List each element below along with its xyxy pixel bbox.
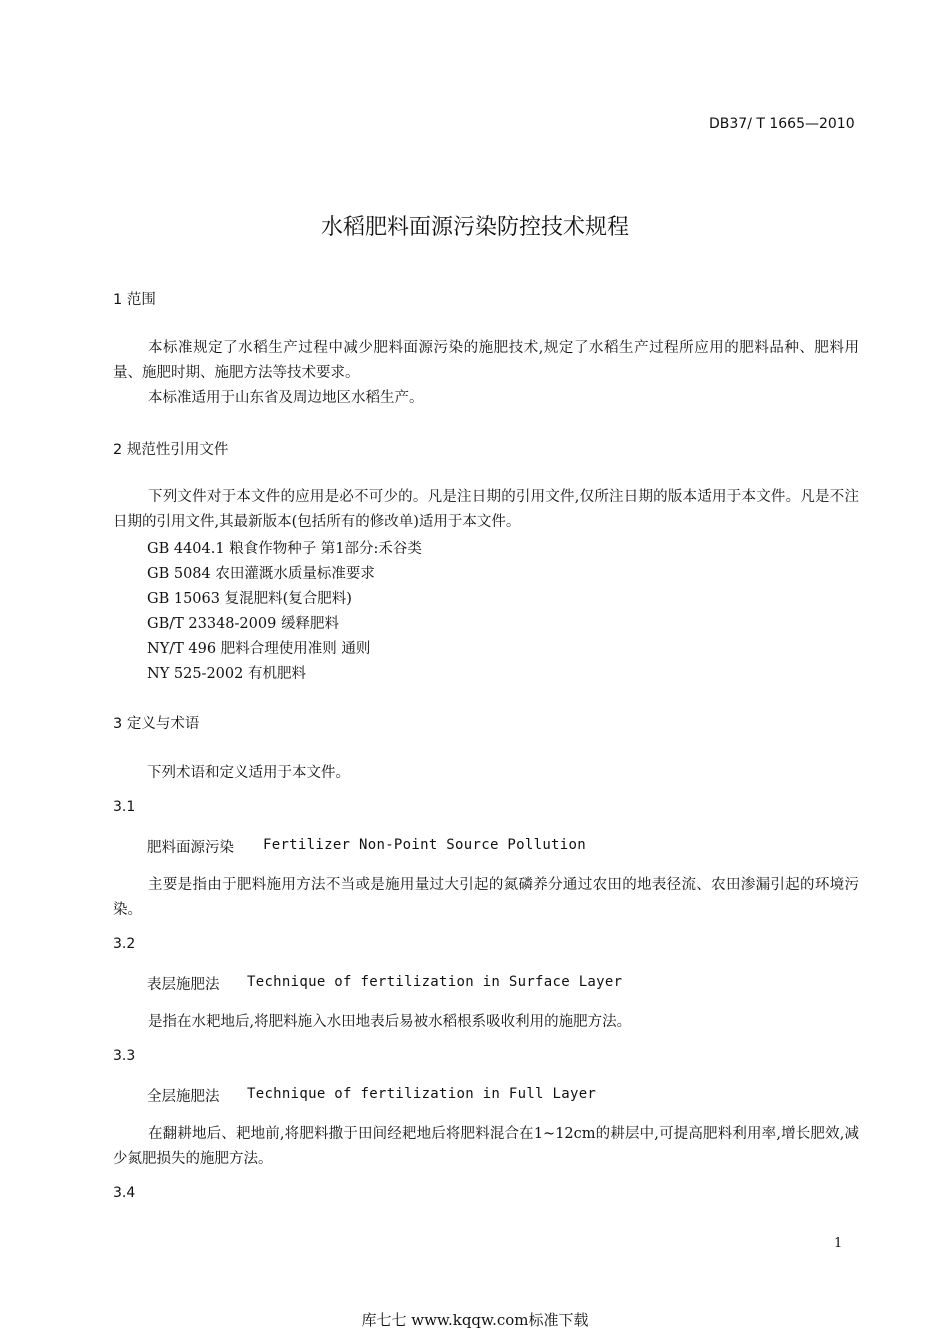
term-number: 3.4 — [113, 1185, 136, 1201]
definitions-intro: 下列术语和定义适用于本文件。 — [147, 765, 350, 781]
reference-item: GB 15063 复混肥料(复合肥料) — [147, 591, 352, 607]
reference-item: GB 4404.1 粮食作物种子 第1部分:禾谷类 — [147, 541, 422, 557]
term-title-en: Technique of fertilization in Full Layer — [247, 1086, 597, 1102]
term-number: 3.3 — [113, 1048, 136, 1064]
references-paragraph: 下列文件对于本文件的应用是必不可少的。凡是注日期的引用文件,仅所注日期的版本适用于本文件。凡是不注日期的引用文件,其最新版本(包括所有的修改单)适用于本文件。 — [113, 489, 859, 530]
reference-item: GB/T 23348-2009 缓释肥料 — [147, 616, 339, 632]
standard-code: DB37/ T 1665—2010 — [709, 116, 855, 132]
term-title-en: Technique of fertilization in Surface Layer — [247, 974, 623, 990]
reference-item: NY 525-2002 有机肥料 — [147, 666, 306, 682]
section-heading-references: 2 规范性引用文件 — [113, 442, 229, 458]
scope-paragraph: 本标准规定了水稻生产过程中减少肥料面源污染的施肥技术,规定了水稻生产过程所应用的肥料品种、肥料用量、施肥时期、施肥方法等技术要求。 — [113, 340, 859, 381]
reference-item: GB 5084 农田灌溉水质量标准要求 — [147, 566, 375, 582]
term-definition: 主要是指由于肥料施用方法不当或是施用量过大引起的氮磷养分通过农田的地表径流、农田渗漏引起的环境污染。 — [113, 877, 859, 918]
footer-watermark: 库七七 www.kqqw.com标准下载 — [361, 1311, 589, 1329]
section-heading-definitions: 3 定义与术语 — [113, 716, 200, 732]
document-title: 水稻肥料面源污染防控技术规程 — [320, 215, 629, 240]
term-definition: 是指在水耙地后,将肥料施入水田地表后易被水稻根系吸收利用的施肥方法。 — [148, 1014, 632, 1030]
scope-applicability: 本标准适用于山东省及周边地区水稻生产。 — [148, 390, 424, 406]
term-number: 3.1 — [113, 799, 136, 815]
reference-item: NY/T 496 肥料合理使用准则 通则 — [147, 641, 371, 657]
term-title-cn: 表层施肥法 — [147, 977, 220, 993]
page-number: 1 — [834, 1236, 843, 1251]
term-title-cn: 肥料面源污染 — [147, 840, 234, 856]
term-title-en: Fertilizer Non-Point Source Pollution — [263, 837, 586, 853]
section-heading-scope: 1 范围 — [113, 292, 156, 308]
term-title-cn: 全层施肥法 — [147, 1089, 220, 1105]
term-number: 3.2 — [113, 936, 136, 952]
term-definition: 在翻耕地后、耙地前,将肥料撒于田间经耙地后将肥料混合在1~12cm的耕层中,可提高肥料利用率,增长肥效,减少氮肥损失的施肥方法。 — [113, 1126, 859, 1167]
